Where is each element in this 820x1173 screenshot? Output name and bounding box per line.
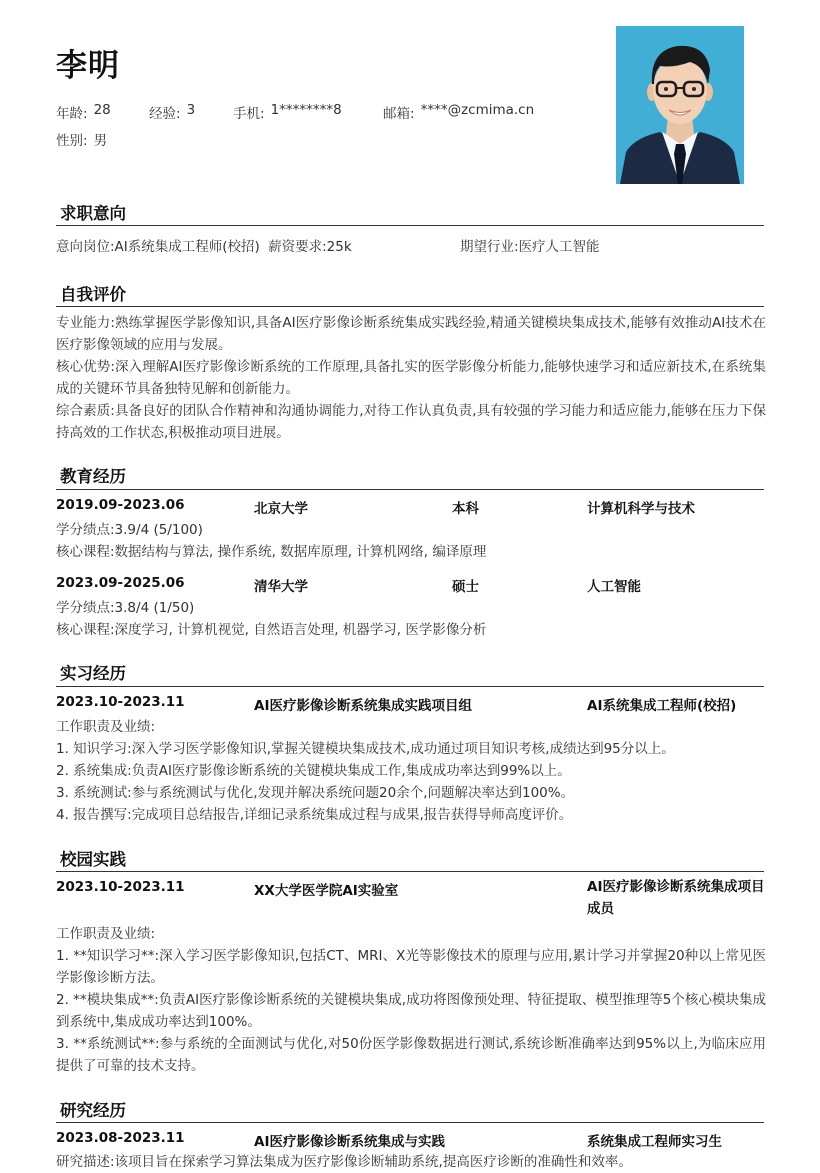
section-divider: [56, 489, 764, 490]
email-value: ****@zcmima.cn: [420, 102, 535, 118]
section-title-research: 研究经历: [60, 1101, 126, 1120]
research-period: 2023.08-2023.11: [56, 1130, 185, 1146]
experience-value: 3: [186, 102, 196, 118]
gender-label: 性别:: [56, 133, 88, 149]
gender-item: [56, 129, 107, 149]
gender-value: 男: [93, 133, 108, 149]
candidate-name: 李明: [56, 48, 120, 84]
section-divider: [56, 225, 764, 226]
education-major: 计算机科学与技术: [587, 501, 695, 517]
education-major: 人工智能: [587, 579, 641, 595]
research-description: 研究描述:该项目旨在探索学习算法集成为医疗影像诊断辅助系统,提高医疗诊断的准确性和效率。: [56, 1154, 632, 1170]
internship-item: 1. 知识学习:深入学习医学影像知识,掌握关键模块集成技术,成功通过项目知识考核,成绩达到95分以上。: [56, 741, 675, 757]
phone-value: 1********8: [270, 102, 342, 118]
profile-photo: [616, 26, 744, 184]
age-item: [56, 102, 149, 122]
education-period: 2019.09-2023.06: [56, 497, 185, 513]
internship-duties-label: 工作职责及业绩:: [56, 719, 156, 735]
section-divider: [56, 1122, 764, 1123]
basic-info-row-2: [56, 129, 107, 149]
campus-duties-label: 工作职责及业绩:: [56, 926, 156, 942]
profile-photo-icon: [616, 26, 744, 184]
section-divider: [56, 306, 764, 307]
self-eval-paragraph: 综合素质:具备良好的团队合作精神和沟通协调能力,对待工作认真负责,具有较强的学习能力和适应能力,能够在压力下保持高效的工作状态,积极推动项目进展。: [56, 403, 766, 441]
campus-item: 2. **模块集成**:负责AI医疗影像诊断系统的关键模块集成,成功将图像预处理、特征提取、模型推理等5个核心模块集成到系统中,集成成功率达到100%。: [56, 992, 766, 1030]
campus-item: 3. **系统测试**:参与系统的全面测试与优化,对50份医学影像数据进行测试,系统诊断准确率达到95%以上,为临床应用提供了可靠的技术支持。: [56, 1036, 766, 1074]
section-title-internship: 实习经历: [60, 664, 126, 683]
intent-industry: 期望行业:医疗人工智能: [460, 239, 600, 255]
experience-item: [149, 102, 233, 122]
section-divider: [56, 871, 764, 872]
internship-role: AI系统集成工程师(校招): [587, 698, 737, 714]
self-eval-paragraph: 核心优势:深入理解AI医疗影像诊断系统的工作原理,具备扎实的医学影像分析能力,能够快速学习和适应新技术,在系统集成的关键环节具备独特见解和创新能力。: [56, 359, 766, 397]
phone-item: [233, 102, 383, 122]
education-gpa: 学分绩点:3.9/4 (5/100): [56, 522, 203, 538]
internship-item: 2. 系统集成:负责AI医疗影像诊断系统的关键模块集成工作,集成成功率达到99%以上。: [56, 763, 571, 779]
education-gpa: 学分绩点:3.8/4 (1/50): [56, 600, 195, 616]
email-label: 邮箱:: [383, 106, 415, 122]
education-degree: 本科: [452, 501, 479, 517]
intent-row: [56, 236, 766, 258]
experience-label: 经验:: [149, 106, 181, 122]
basic-info-row-1: [56, 102, 534, 122]
campus-period: 2023.10-2023.11: [56, 879, 185, 895]
education-courses: 核心课程:数据结构与算法, 操作系统, 数据库原理, 计算机网络, 编译原理: [56, 544, 487, 560]
self-eval-paragraph: 专业能力:熟练掌握医学影像知识,具备AI医疗影像诊断系统集成实践经验,精通关键模块集成技术,能够有效推动AI技术在医疗影像领域的应用与发展。: [56, 315, 766, 353]
education-period: 2023.09-2025.06: [56, 575, 185, 591]
intent-salary: 薪资要求:25k: [268, 239, 352, 255]
education-school: 清华大学: [254, 579, 308, 595]
research-topic: AI医疗影像诊断系统集成与实践: [254, 1134, 445, 1150]
section-title-campus: 校园实践: [60, 850, 126, 869]
education-degree: 硕士: [452, 579, 479, 595]
education-school: 北京大学: [254, 501, 308, 517]
phone-label: 手机:: [233, 106, 265, 122]
internship-item: 3. 系统测试:参与系统测试与优化,发现并解决系统问题20余个,问题解决率达到100%。: [56, 785, 575, 801]
internship-item: 4. 报告撰写:完成项目总结报告,详细记录系统集成过程与成果,报告获得导师高度评价。: [56, 807, 573, 823]
research-role: 系统集成工程师实习生: [587, 1134, 722, 1150]
campus-item: 1. **知识学习**:深入学习医学影像知识,包括CT、MRI、X光等影像技术的原理与应用,累计学习并掌握20种以上常见医学影像诊断方法。: [56, 948, 766, 986]
section-divider: [56, 686, 764, 687]
intent-position: 意向岗位:AI系统集成工程师(校招): [56, 239, 260, 255]
campus-org: XX大学医学院AI实验室: [254, 883, 399, 899]
age-value: 28: [93, 102, 111, 118]
age-label: 年龄:: [56, 106, 88, 122]
education-courses: 核心课程:深度学习, 计算机视觉, 自然语言处理, 机器学习, 医学影像分析: [56, 622, 487, 638]
email-item: [383, 102, 534, 122]
internship-period: 2023.10-2023.11: [56, 694, 185, 710]
campus-role: AI医疗影像诊断系统集成项目成员: [587, 879, 765, 917]
section-title-intent: 求职意向: [60, 204, 126, 223]
internship-org: AI医疗影像诊断系统集成实践项目组: [254, 698, 472, 714]
section-title-education: 教育经历: [60, 467, 126, 486]
section-title-self-eval: 自我评价: [60, 285, 126, 304]
